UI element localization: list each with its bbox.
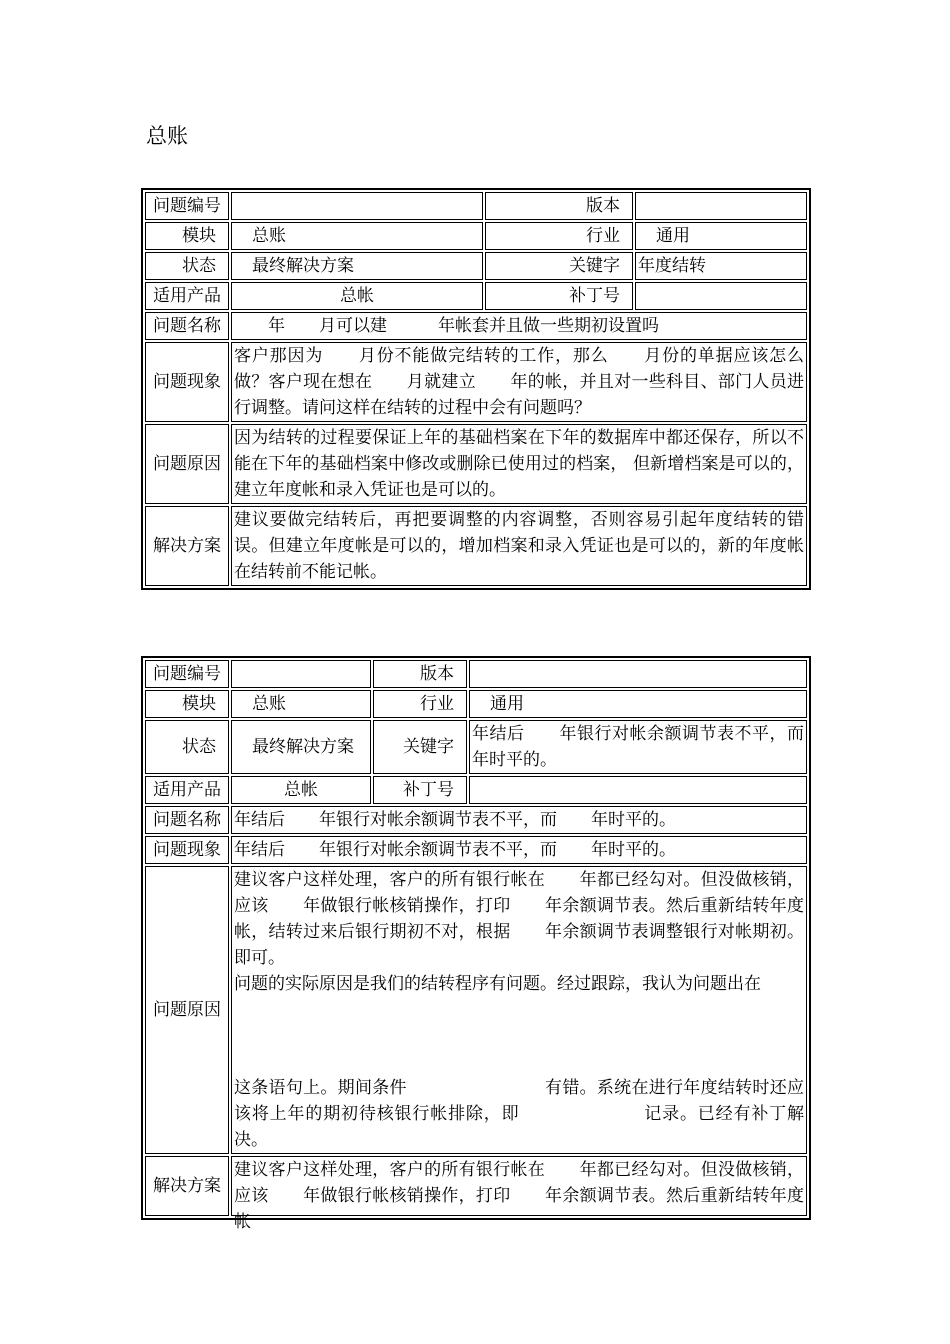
- label-keyword: 关键字: [485, 252, 633, 280]
- label-id: 问题编号: [145, 192, 229, 220]
- label-symptom: 问题现象: [145, 836, 229, 864]
- value-status: 最终解决方案: [231, 720, 371, 774]
- page-title: 总账: [146, 124, 188, 148]
- cause-paragraph-2: 问题的实际原因是我们的结转程序有问题。经过跟踪，我认为问题出在: [234, 974, 761, 994]
- label-patch: 补丁号: [373, 776, 467, 804]
- label-product: 适用产品: [145, 282, 229, 310]
- value-name: 年 月可以建 年帐套并且做一些期初设置吗: [231, 312, 807, 340]
- label-keyword: 关键字: [373, 720, 467, 774]
- value-status: 最终解决方案: [231, 252, 483, 280]
- value-product: 总帐: [231, 282, 483, 310]
- value-id: [231, 192, 483, 220]
- label-status: 状态: [145, 252, 229, 280]
- label-name: 问题名称: [145, 312, 229, 340]
- table-row: [145, 222, 807, 250]
- value-industry: 通用: [635, 222, 807, 250]
- issue-table-1: [141, 188, 811, 590]
- label-industry: 行业: [373, 690, 467, 718]
- label-solution: 解决方案: [145, 506, 229, 586]
- value-solution: [231, 1156, 807, 1232]
- label-name: 问题名称: [145, 806, 229, 834]
- table-row: [145, 690, 807, 718]
- value-product: 总帐: [231, 776, 371, 804]
- label-status: 状态: [145, 720, 229, 774]
- table-row: [145, 312, 807, 340]
- label-module: 模块: [145, 690, 229, 718]
- cause-paragraph-1: 建议客户这样处理，客户的所有银行帐在 年都已经勾对。但没做核销，应该 年做银行帐核销操作，打印 年余额调节表。然后重新结转年度帐，结转过来后银行期初不对，根据 年余额调节表调整银行对帐期初。即可。: [234, 870, 804, 968]
- table-row: [145, 720, 807, 774]
- value-id: [231, 660, 371, 688]
- label-symptom: 问题现象: [145, 342, 229, 422]
- table-row: [145, 836, 807, 864]
- value-name: 年结后 年银行对帐余额调节表不平，而 年时平的。: [231, 806, 807, 834]
- value-module: 总账: [231, 222, 483, 250]
- table-row: [145, 252, 807, 280]
- label-cause: 问题原因: [145, 424, 229, 504]
- value-solution: 建议要做完结转后，再把要调整的内容调整，否则容易引起年度结转的错误。但建立年度帐是可以的，增加档案和录入凭证也是可以的，新的年度帐在结转前不能记帐。: [231, 506, 807, 586]
- label-id: 问题编号: [145, 660, 229, 688]
- value-cause: 因为结转的过程要保证上年的基础档案在下年的数据库中都还保存，所以不能在下年的基础档案中修改或删除已使用过的档案， 但新增档案是可以的，建立年度帐和录入凭证也是可以的。: [231, 424, 807, 504]
- table-row: [145, 776, 807, 804]
- blank-gap: [234, 997, 804, 1075]
- table-row: [145, 660, 807, 688]
- value-keyword: 年度结转: [635, 252, 807, 280]
- value-symptom: 年结后 年银行对帐余额调节表不平，而 年时平的。: [231, 836, 807, 864]
- value-symptom: 客户那因为 月份不能做完结转的工作，那么 月份的单据应该怎么做？客户现在想在 月就建立 年的帐，并且对一些科目、部门人员进行调整。请问这样在结转的过程中会有问题吗？: [231, 342, 807, 422]
- label-product: 适用产品: [145, 776, 229, 804]
- value-industry: 通用: [469, 690, 807, 718]
- value-version: [635, 192, 807, 220]
- solution-text: 建议客户这样处理，客户的所有银行帐在 年都已经勾对。但没做核销，应该 年做银行帐核销操作，打印 年余额调节表。然后重新结转年度帐: [234, 1160, 804, 1232]
- table-row: [145, 806, 807, 834]
- value-module: 总账: [231, 690, 371, 718]
- table-row: [145, 192, 807, 220]
- label-module: 模块: [145, 222, 229, 250]
- label-patch: 补丁号: [485, 282, 633, 310]
- cause-paragraph-3: 这条语句上。期间条件 有错。系统在进行年度结转时还应该将上年的期初待核银行帐排除，即 记录。已经有补丁解决。: [234, 1078, 804, 1150]
- label-cause: 问题原因: [145, 866, 229, 1154]
- value-version: [469, 660, 807, 688]
- label-solution: 解决方案: [145, 1156, 229, 1216]
- table-row: [145, 342, 807, 422]
- issue-table-2: [141, 656, 838, 1232]
- table-row: [145, 506, 807, 586]
- table-row: [145, 282, 807, 310]
- table-row: [145, 866, 807, 1154]
- value-patch: [635, 282, 807, 310]
- table-row: [145, 1156, 807, 1216]
- table-row: [145, 424, 807, 504]
- label-version: 版本: [373, 660, 467, 688]
- value-patch: [469, 776, 807, 804]
- label-version: 版本: [485, 192, 633, 220]
- value-cause: [231, 866, 807, 1154]
- label-industry: 行业: [485, 222, 633, 250]
- value-keyword: 年结后 年银行对帐余额调节表不平，而 年时平的。: [469, 720, 807, 774]
